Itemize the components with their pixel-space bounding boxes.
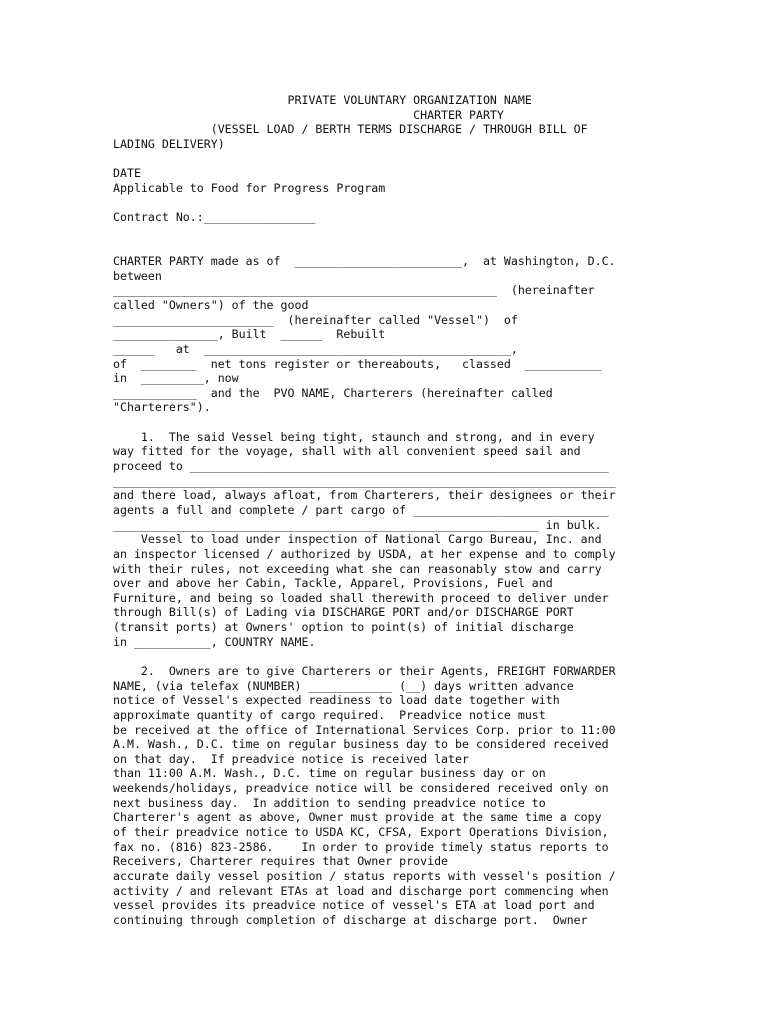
text-line: of ________ net tons register or thereabouts, classed ___________ (113, 356, 602, 371)
text-line: Furniture, and being so loaded shall therewith proceed to deliver under (113, 590, 609, 605)
text-line: in _________, now (113, 371, 239, 386)
text-line: with their rules, not exceeding what she can reasonably stow and carry (113, 561, 602, 576)
text-line: agents a full and complete / part cargo of ____________________________ (113, 502, 609, 517)
text-line: continuing through completion of discharge at discharge port. Owner (113, 912, 588, 927)
document-page (113, 93, 673, 928)
text-line: Applicable to Food for Progress Program (113, 180, 386, 195)
text-line: LADING DELIVERY) (113, 136, 225, 151)
text-line: DATE (113, 166, 141, 181)
text-line: called "Owners") of the good (113, 297, 309, 312)
text-line: proceed to ____________________________________________________________ (113, 459, 609, 474)
text-line: _______________________________________________________ (hereinafter (113, 283, 595, 298)
text-line: CHARTER PARTY (113, 107, 504, 122)
text-line: Contract No.:________________ (113, 210, 316, 225)
blank-line (113, 239, 673, 254)
blank-line (113, 152, 673, 167)
text-line: 1. The said Vessel being tight, staunch and strong, and in every (113, 429, 595, 444)
text-line: approximate quantity of cargo required. Preadvice notice must (113, 707, 546, 722)
text-line: through Bill(s) of Lading via DISCHARGE PORT and/or DISCHARGE PORT (113, 605, 574, 620)
text-line: activity / and relevant ETAs at load and discharge port commencing when (113, 883, 609, 898)
text-line: Charterer's agent as above, Owner must provide at the same time a copy (113, 810, 602, 825)
blank-line (113, 649, 673, 664)
blank-line (113, 415, 673, 430)
text-line: notice of Vessel's expected readiness to load date together with (113, 693, 560, 708)
text-line: over and above her Cabin, Tackle, Apparel, Provisions, Fuel and (113, 576, 553, 591)
text-line: 2. Owners are to give Charterers or their Agents, FREIGHT FORWARDER (113, 663, 616, 678)
text-line: _____________________________________________________________ in bulk. (113, 517, 602, 532)
text-line: fax no. (816) 823-2586. In order to provide timely status reports to (113, 839, 609, 854)
text-line: Receivers, Charterer requires that Owner provide (113, 854, 449, 869)
text-line: NAME, (via telefax (NUMBER) ____________ (__) days written advance (113, 678, 574, 693)
text-line: than 11:00 A.M. Wash., D.C. time on regular business day or on (113, 766, 546, 781)
blank-line (113, 225, 673, 240)
text-line: an inspector licensed / authorized by USDA, at her expense and to comply (113, 546, 616, 561)
text-line: PRIVATE VOLUNTARY ORGANIZATION NAME (113, 93, 532, 107)
text-line: (VESSEL LOAD / BERTH TERMS DISCHARGE / THROUGH BILL OF (113, 122, 588, 137)
text-line: be received at the office of International Services Corp. prior to 11:00 (113, 722, 616, 737)
text-line: way fitted for the voyage, shall with all convenient speed sail and (113, 444, 581, 459)
text-line: on that day. If preadvice notice is received later (113, 751, 469, 766)
text-line: Vessel to load under inspection of National Cargo Bureau, Inc. and (113, 532, 602, 547)
text-line: vessel provides its preadvice notice of vessel's ETA at load port and (113, 898, 595, 913)
text-line: weekends/holidays, preadvice notice will be considered received only on (113, 781, 609, 796)
text-line: in ___________, COUNTRY NAME. (113, 634, 316, 649)
text-line: and there load, always afloat, from Charterers, their designees or their (113, 488, 616, 503)
text-line: "Charterers"). (113, 400, 211, 415)
text-line: ______ at ____________________________________________, (113, 341, 518, 356)
blank-line (113, 195, 673, 210)
text-line: _______________________ (hereinafter called "Vessel") of (113, 312, 518, 327)
text-line: between (113, 268, 162, 283)
text-line: of their preadvice notice to USDA KC, CFSA, Export Operations Division, (113, 825, 609, 840)
text-line: accurate daily vessel position / status reports with vessel's position / (113, 868, 616, 883)
text-line: _______________, Built ______ Rebuilt (113, 327, 386, 342)
text-line: (transit ports) at Owners' option to point(s) of initial discharge (113, 620, 574, 635)
text-line: ____________ and the PVO NAME, Charterers (hereinafter called (113, 385, 553, 400)
text-line: next business day. In addition to sending preadvice notice to (113, 795, 546, 810)
text-line: CHARTER PARTY made as of ________________________, at Washington, D.C. (113, 254, 616, 269)
text-line: ________________________________________________________________________ (113, 473, 616, 488)
text-line: A.M. Wash., D.C. time on regular business day to be considered received (113, 737, 609, 752)
